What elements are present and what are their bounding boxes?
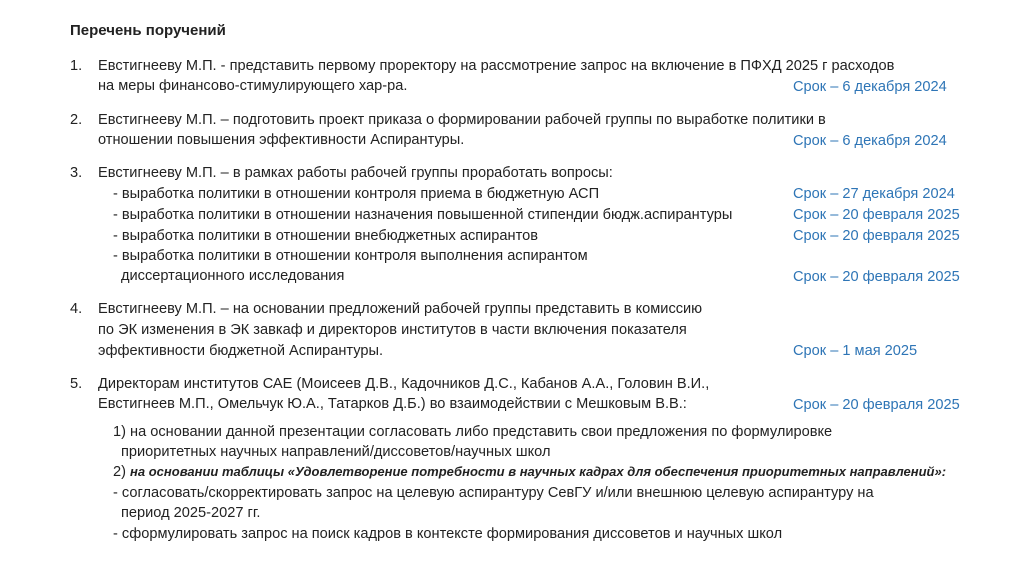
item-number: 5. (70, 376, 83, 392)
detail-text: - согласовать/скорректировать запрос на целевую аспирантуру СевГУ и/или внешнюю целевую аспирантуру на (113, 485, 874, 501)
page-title: Перечень поручений (70, 22, 226, 39)
detail-text: - сформулировать запрос на поиск кадров в контексте формирования диссоветов и научных школ (113, 526, 783, 542)
item-number: 3. (70, 165, 83, 181)
subitem-text: - выработка политики в отношении внебюджетных аспирантов (113, 228, 538, 244)
item-text: по ЭК изменения в ЭК завкаф и директоров институтов в части включения показателя (98, 322, 687, 338)
detail-bold-text: на основании таблицы «Удовлетворение потребности в научных кадрах для обеспечения приоритетных направлений»: (130, 464, 947, 479)
detail-prefix: 2) (113, 464, 131, 480)
item-number: 2. (70, 112, 83, 128)
detail-text: 1) на основании данной презентации согласовать либо представить свои предложения по формулировке (113, 424, 833, 440)
item-number: 1. (70, 58, 83, 74)
detail-text (113, 462, 946, 482)
subitem-text: - выработка политики в отношении назначения повышенной стипендии бюдж.аспирантуры (113, 207, 733, 223)
deadline-label: Срок – 6 декабря 2024 (793, 133, 947, 149)
detail-text: приоритетных научных направлений/диссоветов/научных школ (121, 444, 551, 460)
deadline-label: Срок – 20 февраля 2025 (793, 397, 960, 413)
item-text: Евстигнееву М.П. – в рамках работы рабочей группы проработать вопросы: (98, 165, 613, 181)
deadline-label: Срок – 1 мая 2025 (793, 343, 918, 359)
item-text: на меры финансово-стимулирующего хар-ра. (98, 78, 408, 94)
deadline-label: Срок – 6 декабря 2024 (793, 79, 947, 95)
subitem-text: - выработка политики в отношении контроля выполнения аспирантом (113, 248, 588, 264)
deadline-label: Срок – 20 февраля 2025 (793, 228, 960, 244)
item-text: эффективности бюджетной Аспирантуры. (98, 343, 384, 359)
item-text: Евстигнееву М.П. - представить первому проректору на рассмотрение запрос на включение в ПФХД 2025 г расходов (98, 58, 895, 74)
subitem-text: диссертационного исследования (121, 268, 345, 284)
item-text: Евстигнеев М.П., Омельчук Ю.А., Татарков Д.Б.) во взаимодействии с Мешковым В.В.: (98, 396, 687, 412)
deadline-label: Срок – 20 февраля 2025 (793, 207, 960, 223)
subitem-text: - выработка политики в отношении контроля приема в бюджетную АСП (113, 186, 600, 202)
item-text: Евстигнееву М.П. – подготовить проект приказа о формировании рабочей группы по выработке политики в (98, 112, 826, 128)
item-text: отношении повышения эффективности Аспирантуры. (98, 132, 465, 148)
detail-text: период 2025-2027 гг. (121, 505, 261, 521)
item-text: Директорам институтов САЕ (Моисеев Д.В., Кадочников Д.С., Кабанов А.А., Головин В.И., (98, 376, 710, 392)
item-text: Евстигнееву М.П. – на основании предложений рабочей группы представить в комиссию (98, 301, 703, 317)
deadline-label: Срок – 20 февраля 2025 (793, 269, 960, 285)
item-number: 4. (70, 301, 83, 317)
deadline-label: Срок – 27 декабря 2024 (793, 186, 955, 202)
